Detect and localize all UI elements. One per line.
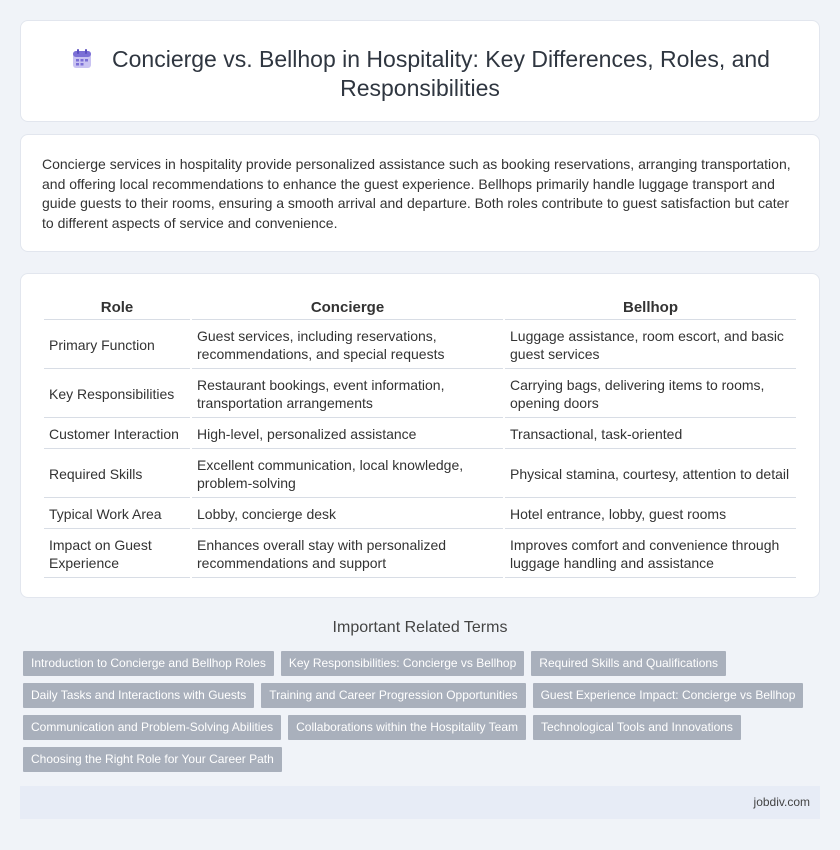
bellhop-cell: Carrying bags, delivering items to rooms, opening doors <box>505 371 796 418</box>
concierge-cell: High-level, personalized assistance <box>192 420 503 449</box>
concierge-cell: Restaurant bookings, event information, transportation arrangements <box>192 371 503 418</box>
table-row <box>44 500 796 529</box>
page-title: Concierge vs. Bellhop in Hospitality: Key Differences, Roles, and Responsibilities <box>112 46 770 101</box>
table-row <box>44 451 796 498</box>
column-header-concierge: Concierge <box>192 296 503 320</box>
page-title-wrap <box>21 45 819 103</box>
related-term-tag[interactable]: Choosing the Right Role for Your Career Path <box>23 747 282 772</box>
bellhop-cell: Hotel entrance, lobby, guest rooms <box>505 500 796 529</box>
related-tags-row <box>23 651 726 676</box>
table-row <box>44 531 796 578</box>
concierge-cell: Lobby, concierge desk <box>192 500 503 529</box>
table-row <box>44 322 796 369</box>
related-term-tag[interactable]: Guest Experience Impact: Concierge vs Bellhop <box>533 683 804 708</box>
row-label: Primary Function <box>44 322 190 369</box>
comparison-table <box>42 294 798 580</box>
table-row <box>44 371 796 418</box>
related-tags-row <box>23 715 741 740</box>
concierge-cell: Excellent communication, local knowledge, problem-solving <box>192 451 503 498</box>
bellhop-cell: Luggage assistance, room escort, and basic guest services <box>505 322 796 369</box>
column-header-role: Role <box>44 296 190 320</box>
related-term-tag[interactable]: Required Skills and Qualifications <box>531 651 726 676</box>
intro-paragraph: Concierge services in hospitality provide personalized assistance such as booking reservations, arranging transportation, and offering local recommendations to enhance the guest experience. Bellhops primarily handle luggage transport and guide guests to their rooms, ensuring a smooth arrival and departure. Both roles contribute to guest satisfaction but cater to different aspects of service and convenience. <box>42 156 791 231</box>
related-term-tag[interactable]: Collaborations within the Hospitality Team <box>288 715 526 740</box>
footer <box>20 786 820 819</box>
table-header-row <box>44 296 796 320</box>
row-label: Key Responsibilities <box>44 371 190 418</box>
related-tags-row <box>23 747 282 772</box>
header-card <box>20 20 820 122</box>
row-label: Impact on Guest Experience <box>44 531 190 578</box>
row-label: Required Skills <box>44 451 190 498</box>
column-header-bellhop: Bellhop <box>505 296 796 320</box>
concierge-cell: Guest services, including reservations, recommendations, and special requests <box>192 322 503 369</box>
table-row <box>44 420 796 449</box>
row-label: Typical Work Area <box>44 500 190 529</box>
concierge-cell: Enhances overall stay with personalized recommendations and support <box>192 531 503 578</box>
bellhop-cell: Physical stamina, courtesy, attention to detail <box>505 451 796 498</box>
related-term-tag[interactable]: Key Responsibilities: Concierge vs Bellhop <box>281 651 524 676</box>
footer-site-link[interactable]: jobdiv.com <box>753 795 810 809</box>
related-terms-heading: Important Related Terms <box>332 619 508 636</box>
related-term-tag[interactable]: Daily Tasks and Interactions with Guests <box>23 683 254 708</box>
related-term-tag[interactable]: Communication and Problem-Solving Abilities <box>23 715 281 740</box>
intro-card <box>20 134 820 252</box>
comparison-table-card <box>20 273 820 598</box>
bellhop-cell: Improves comfort and convenience through luggage handling and assistance <box>505 531 796 578</box>
related-tags-row <box>23 683 803 708</box>
related-term-tag[interactable]: Technological Tools and Innovations <box>533 715 741 740</box>
related-term-tag[interactable]: Training and Career Progression Opportunities <box>261 683 525 708</box>
related-term-tag[interactable]: Introduction to Concierge and Bellhop Roles <box>23 651 274 676</box>
row-label: Customer Interaction <box>44 420 190 449</box>
calendar-icon <box>70 47 94 71</box>
bellhop-cell: Transactional, task-oriented <box>505 420 796 449</box>
